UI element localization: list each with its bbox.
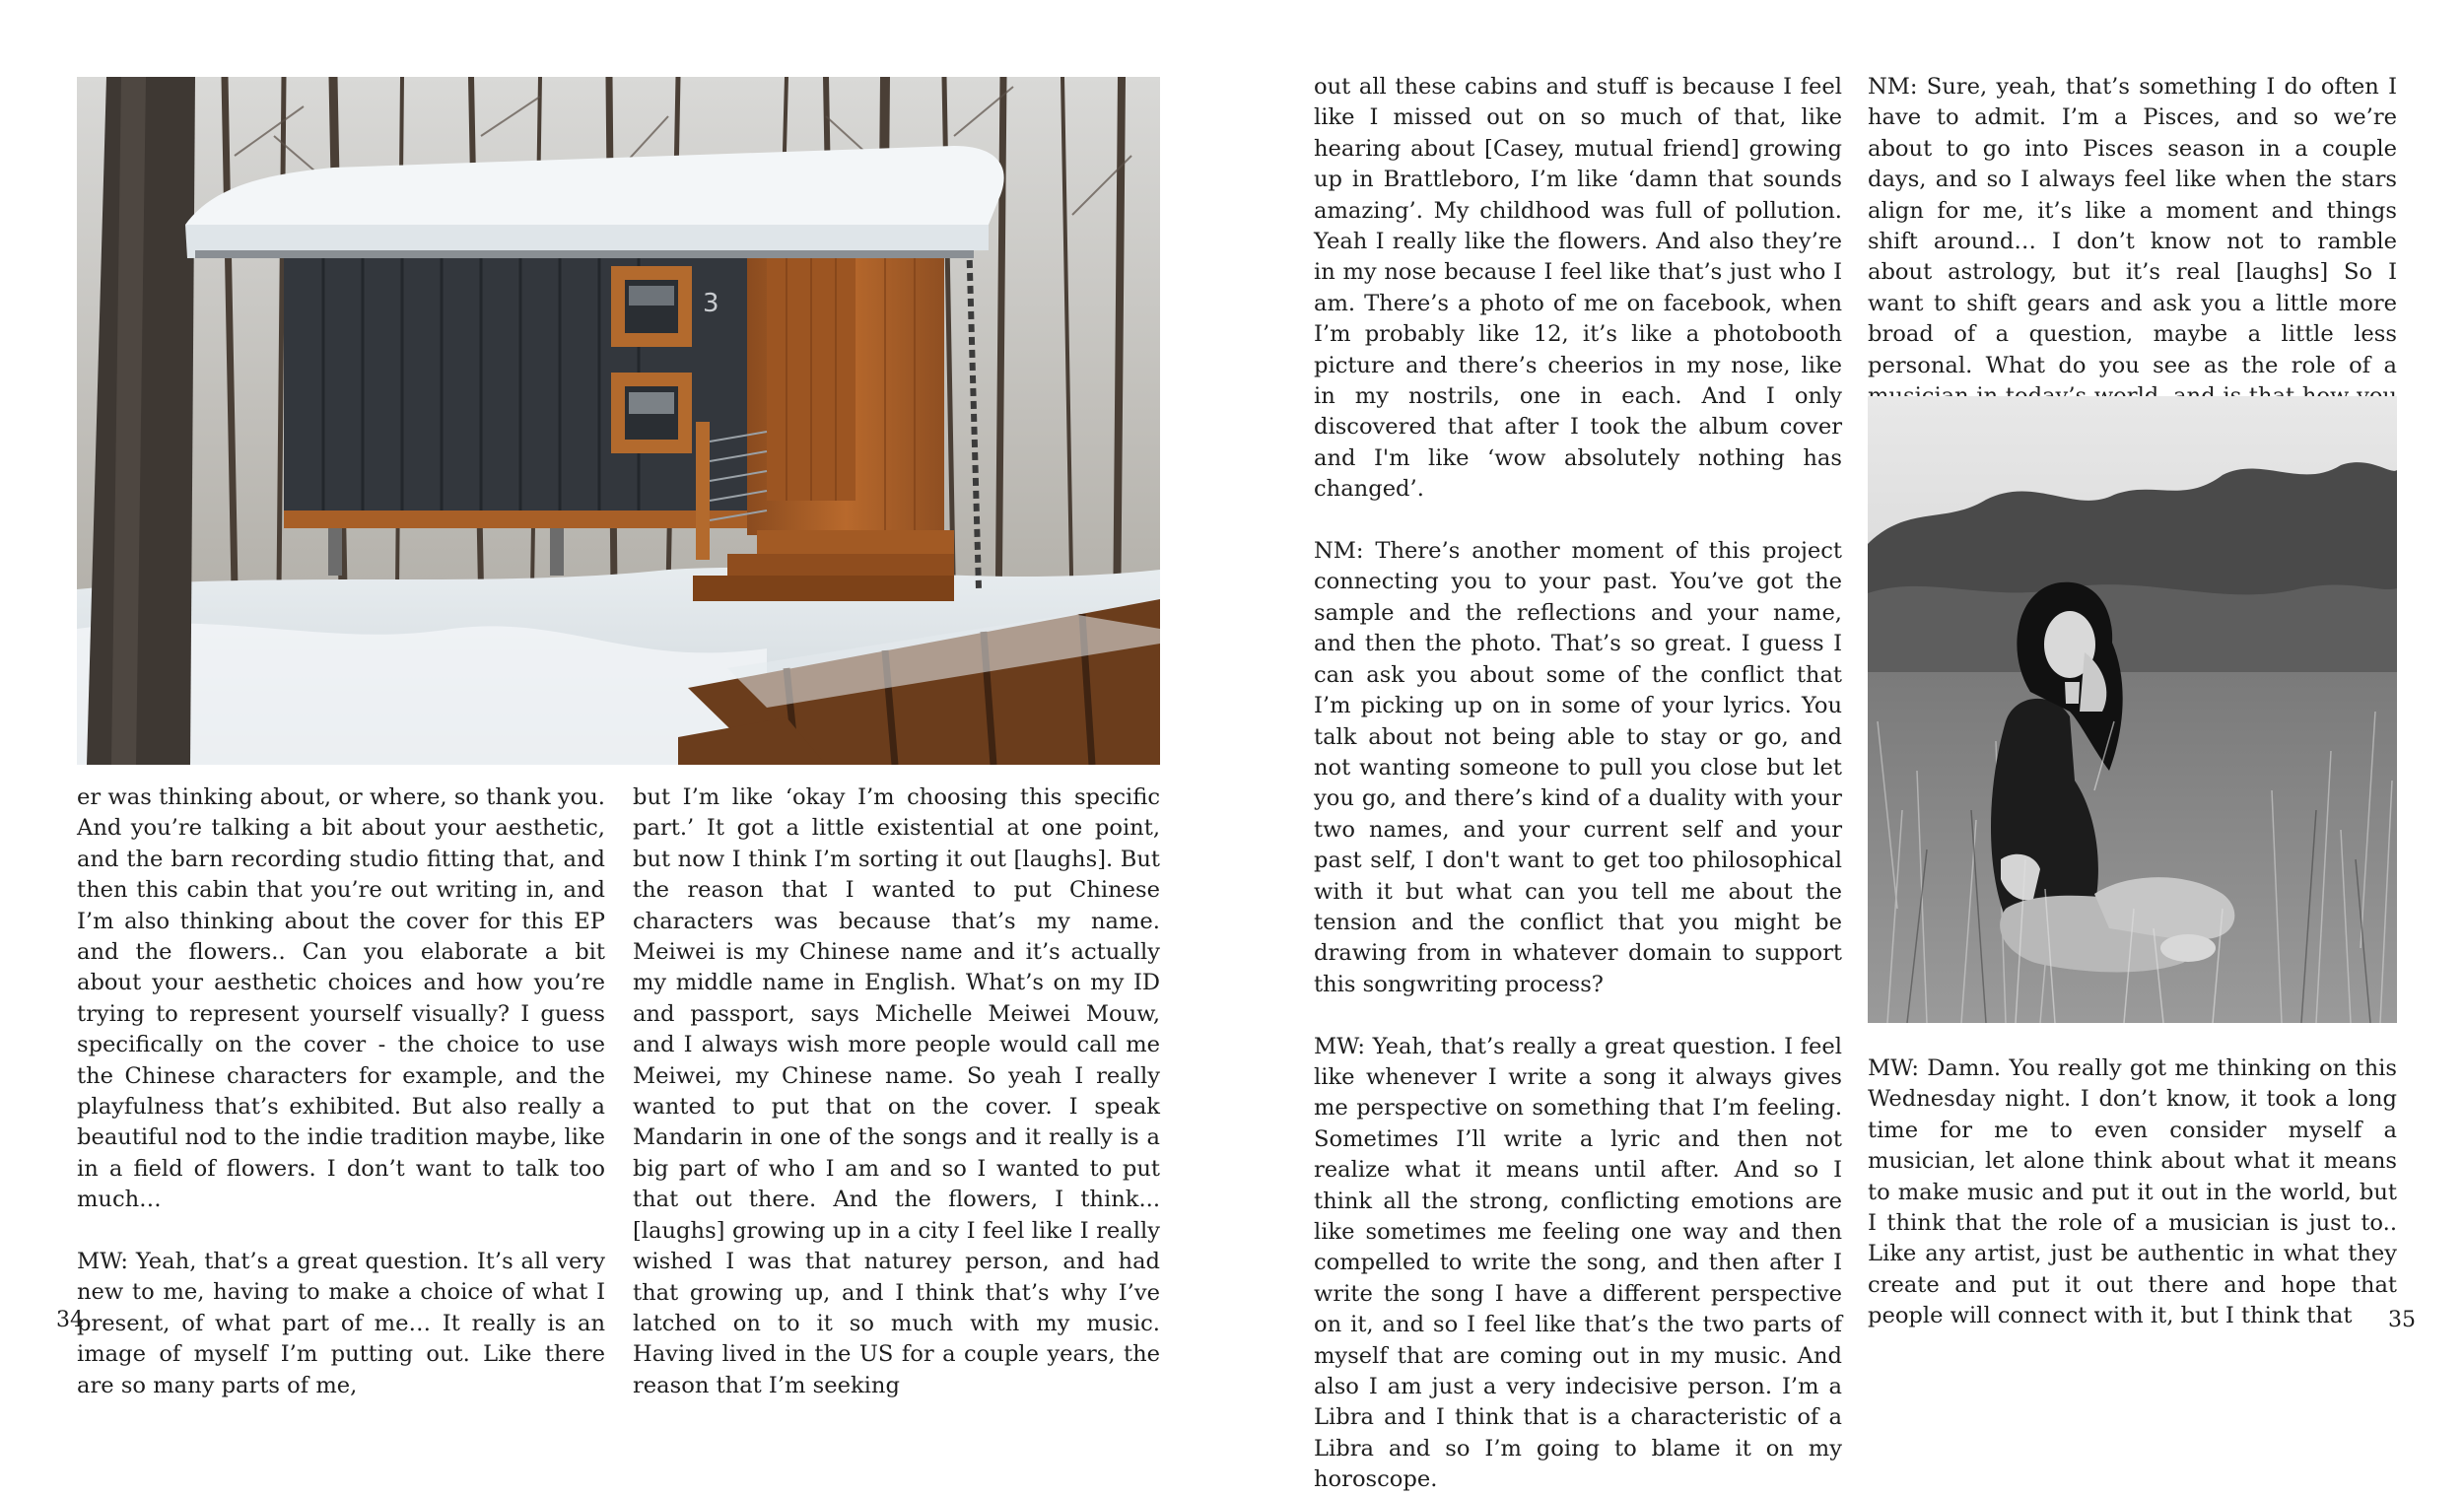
cabin-in-snow-photo [77,77,1160,765]
paragraph-nm-question: NM: There’s another moment of this project connecting you to your past. You’ve got the sample and the reflections and your name, and then the photo. That’s so great. I guess I can ask you about some of the conflict that I’m picking up on in some of your lyrics. You talk about not being able to stay or go, and not wanting someone to pull you close but let you go, and there’s kind of a duality with your two names, and your current self and your past self, I don't want to get too philosophical with it but what can you tell me about the tension and the conflict that you might be drawing from in whatever domain to support this songwriting process? [1314,538,1842,997]
cabin-illustration [77,77,1160,765]
paragraph-continuation: er was thinking about, or where, so thank you. And you’re talking a bit about your aesthetic, and the barn recording studio fitting that, and then this cabin that you’re out writing in, and I’m also thinking about the cover for this EP and the flowers.. Can you elaborate a bit about your aesthetic choices and how you’re trying to represent yourself visually? I guess specifically on the cover - the choice to use the Chinese characters for example, and the playfulness that’s exhibited. But also really a beautiful nod to the indie tradition maybe, like in a field of flowers. I don’t want to talk too much… [77,784,605,1213]
page-number-left: 34 [56,1308,84,1332]
portrait-illustration [1868,396,2397,1023]
paragraph-mw-answer: MW: Yeah, that’s a great question. It’s all very new to me, having to make a choice of what I present, of what part of me… It really is an image of myself I’m putting out. Like there are so many parts of me, [77,1249,605,1398]
portrait-photo-in-grass [1868,396,2397,1023]
paragraph-mw-cont: out all these cabins and stuff is because I feel like I missed out on so much of that, like hearing about [Casey, mutual friend] growing up in Brattleboro, I’m like ‘damn that sounds amazing’. My childhood was full of pollution. Yeah I really like the flowers. And also they’re in my nose because I feel like that’s just who I am. There’s a photo of me on facebook, when I’m probably like 12, it’s like a photobooth picture and there’s cheerios in my nose, like in my nostrils, one in each. And I only discovered that after I took the album cover and I'm like ‘wow absolutely nothing has changed’. [1314,74,1842,503]
right-page [1232,0,2464,1493]
left-page-column-1 [77,782,605,1401]
paragraph-mw-answer: MW: Yeah, that’s really a great question. I feel like whenever I write a song it always gives me perspective on something that I’m feeling. Sometimes I’ll write a lyric and then not realize what it means until after. And so I think all the strong, conflicting emotions are like sometimes me feeling one way and then compelled to write the song, and then after I write the song I have a different perspective on it, and so I feel like that’s the two parts of myself that are coming out in my music. And also I am just a very indecisive person. I’m a Libra and I think that is a characteristic of a Libra and so I’m going to blame it on my horoscope. [1314,1033,1842,1493]
page-number-right: 35 [2388,1308,2416,1332]
right-page-column-2-bottom [1868,1054,2397,1332]
paragraph-mw-answer-cont: but I’m like ‘okay I’m choosing this specific part.’ It got a little existential at one point, but now I think I’m sorting it out [laughs]. But the reason that I wanted to put Chinese characters was because that’s my name. Meiwei is my Chinese name and it’s actually my middle name in English. What’s on my ID and passport, says Michelle Meiwei Mouw, and I always wish more people would call me Meiwei, my Chinese name. So yeah I really wanted to put that on the cover. I speak Mandarin in one of the songs and it really is a big part of who I am and so I wanted to put that out there. And the flowers, I think... [laughs] growing up in a city I feel like I really wished I was that naturey person, and had that growing up, and I think that’s why I’ve latched on to it so much with my music. Having lived in the US for a couple years, the reason that I’m seeking [633,784,1160,1398]
left-page-column-2 [633,782,1160,1401]
left-page [0,0,1232,1398]
paragraph-nm-question: NM: Sure, yeah, that’s something I do often I have to admit. I’m a Pisces, and so we’re about to go into Pisces season in a couple days, and so I always feel like when the stars align for me, it’s like a moment and things shift around… I don’t know not to ramble about astrology, but it’s real [laughs] So I want to shift gears and ask you a little more broad of a question, maybe a little less personal. What do you see as the role of a [1868,74,2397,378]
right-page-column-2-top [1868,72,2397,443]
paragraph-mw-answer: MW: Damn. You really got me thinking on this Wednesday night. I don’t know, it took a long time for me to even consider myself a musician, let alone think about what it means to make music and put it out in the world, but I think that the role of a musician is just to.. Like any artist, just be authentic in what they create and put it out there and hope that people will connect with it, but I think that [1868,1055,2397,1329]
right-page-column-1 [1314,72,1842,1496]
cabin-house-number: 3 [703,289,719,318]
